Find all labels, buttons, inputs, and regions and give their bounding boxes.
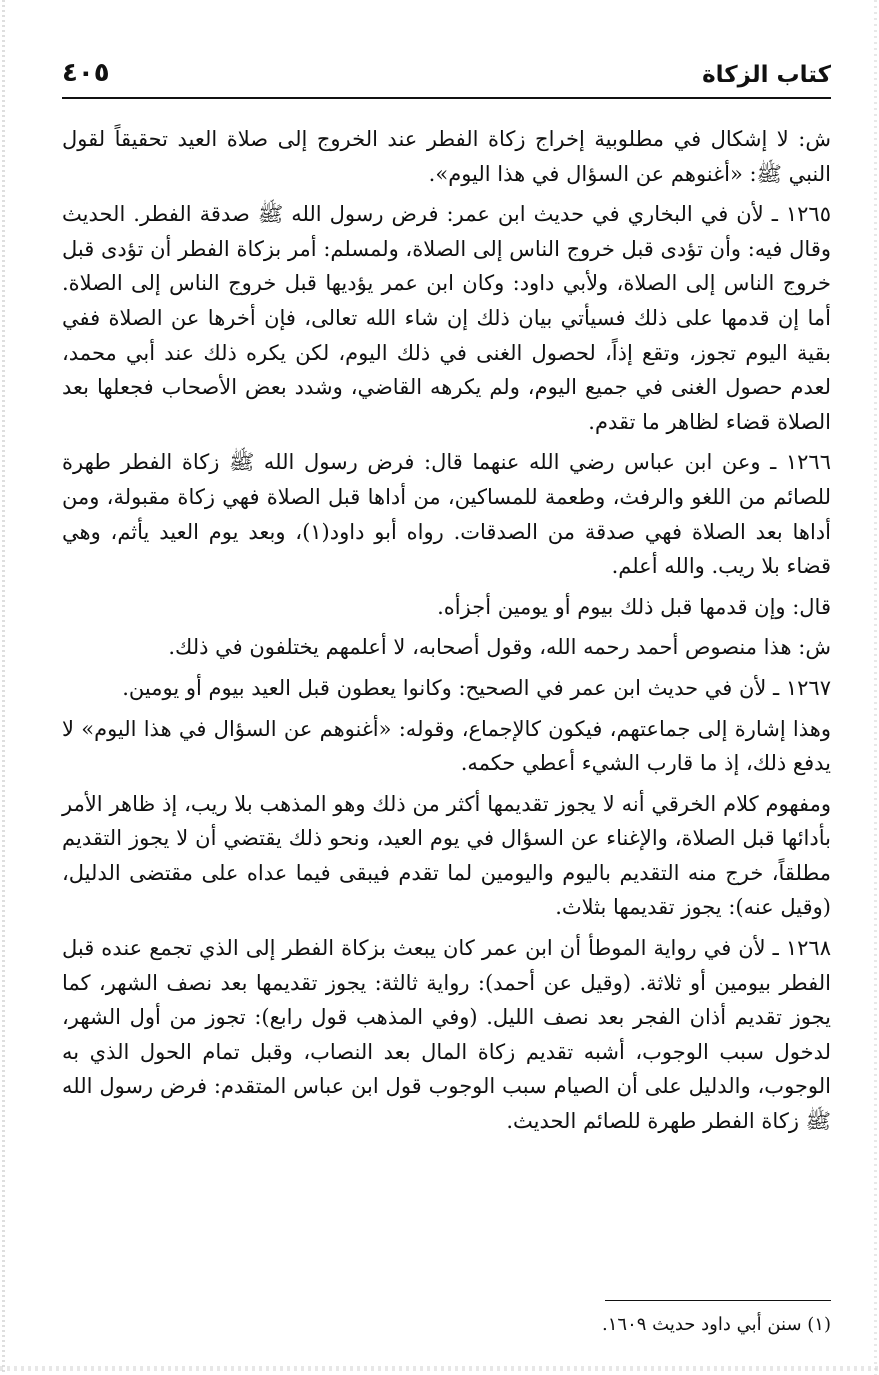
paragraph-1: ش: لا إشكال في مطلوبية إخراج زكاة الفطر عند الخروج إلى صلاة العيد تحقيقاً لقول النبي ﷺ: «أغنوهم عن السؤال في هذا اليوم».	[62, 127, 831, 186]
page-edge-bottom	[0, 1366, 879, 1371]
footnote: (١) سنن أبي داود حديث ١٦٠٩.	[602, 1314, 831, 1335]
paragraph-4: قال: وإن قدمها قبل ذلك بيوم أو يومين أجزأه.	[437, 594, 831, 619]
footnote-rule	[605, 1300, 831, 1301]
paragraph-6: ١٢٦٧ ـ لأن في حديث ابن عمر في الصحيح: وكانوا يعطون قبل العيد بيوم أو يومين.	[122, 675, 831, 700]
chapter-title: كتاب الزكاة	[702, 62, 831, 88]
header-rule	[62, 97, 831, 99]
main-text	[62, 122, 831, 1145]
paragraph-9: ١٢٦٨ ـ لأن في رواية الموطأ أن ابن عمر كان يبعث بزكاة الفطر إلى الذي تجمع عنده قبل الفطر بيومين أو ثلاثة. (وقيل عن أحمد): رواية ثالثة: يجوز تقديمها بعد نصف الشهر، كما يجوز تقديم أذان الفجر بعد نصف الليل. (وفي المذهب قول رابع): تجوز من أول الشهر، لدخول سبب الوجوب، أشبه تقديم زكاة المال بعد النصاب، وقبل تمام الحول الذي به الوجوب، والدليل على أن الصيام سبب الوجوب قول ابن عباس المتقدم: فرض رسول الله ﷺ زكاة الفطر طهرة للصائم الحديث.	[62, 936, 831, 1134]
page-edge-left	[2, 0, 5, 1375]
paragraph-8: ومفهوم كلام الخرقي أنه لا يجوز تقديمها أكثر من ذلك وهو المذهب بلا ريب، إذ ظاهر الأمر بأدائها قبل الصلاة، والإغناء عن السؤال في يوم العيد، ونحو ذلك يقتضي أن لا يجوز التقديم مطلقاً، خرج منه التقديم باليوم واليومين لما تقدم فيبقى فيما عداه على مقتضى الدليل، (وقيل عنه): يجوز تقديمها بثلاث.	[62, 791, 831, 920]
paragraph-2: ١٢٦٥ ـ لأن في البخاري في حديث ابن عمر: فرض رسول الله ﷺ صدقة الفطر. الحديث وقال فيه: وأن تؤدى قبل خروج الناس إلى الصلاة، ولمسلم: أمر بزكاة الفطر أن تؤدى قبل خروج الناس إلى الصلاة، ولأبي داود: وكان ابن عمر يؤديها قبل خروج الناس إلى الصلاة. أما إن قدمها على ذلك فسيأتي بيان ذلك إن شاء الله تعالى، فإن أخرها عن الصلاة ففي بقية اليوم تجوز، وتقع إذاً، لحصول الغنى في ذلك اليوم، لكن يكره ذلك عند أبي محمد، لعدم حصول الغنى في جميع اليوم، ولم يكرهه القاضي، وشدد بعض الأصحاب فجعلها بعد الصلاة قضاء لظاهر ما تقدم.	[62, 202, 832, 434]
page-number: ٤٠٥	[62, 58, 110, 88]
paragraph-3: ١٢٦٦ ـ وعن ابن عباس رضي الله عنهما قال: فرض رسول الله ﷺ زكاة الفطر طهرة للصائم من اللغو والرفث، وطعمة للمساكين، من أداها قبل الصلاة فهي زكاة مقبولة، ومن أداها بعد الصلاة فهي صدقة من الصدقات. رواه أبو داود(١)، وبعد يوم العيد يأثم، وهي قضاء بلا ريب. والله أعلم.	[62, 450, 831, 579]
page-edge-right	[874, 0, 877, 1375]
page-header	[62, 54, 831, 96]
paragraph-5: ش: هذا منصوص أحمد رحمه الله، وقول أصحابه، لا أعلمهم يختلفون في ذلك.	[168, 635, 831, 660]
paragraph-7: وهذا إشارة إلى جماعتهم، فيكون كالإجماع، وقوله: «أغنوهم عن السؤال في هذا اليوم» لا يدفع ذلك، إذ ما قارب الشيء أعطي حكمه.	[62, 716, 831, 776]
